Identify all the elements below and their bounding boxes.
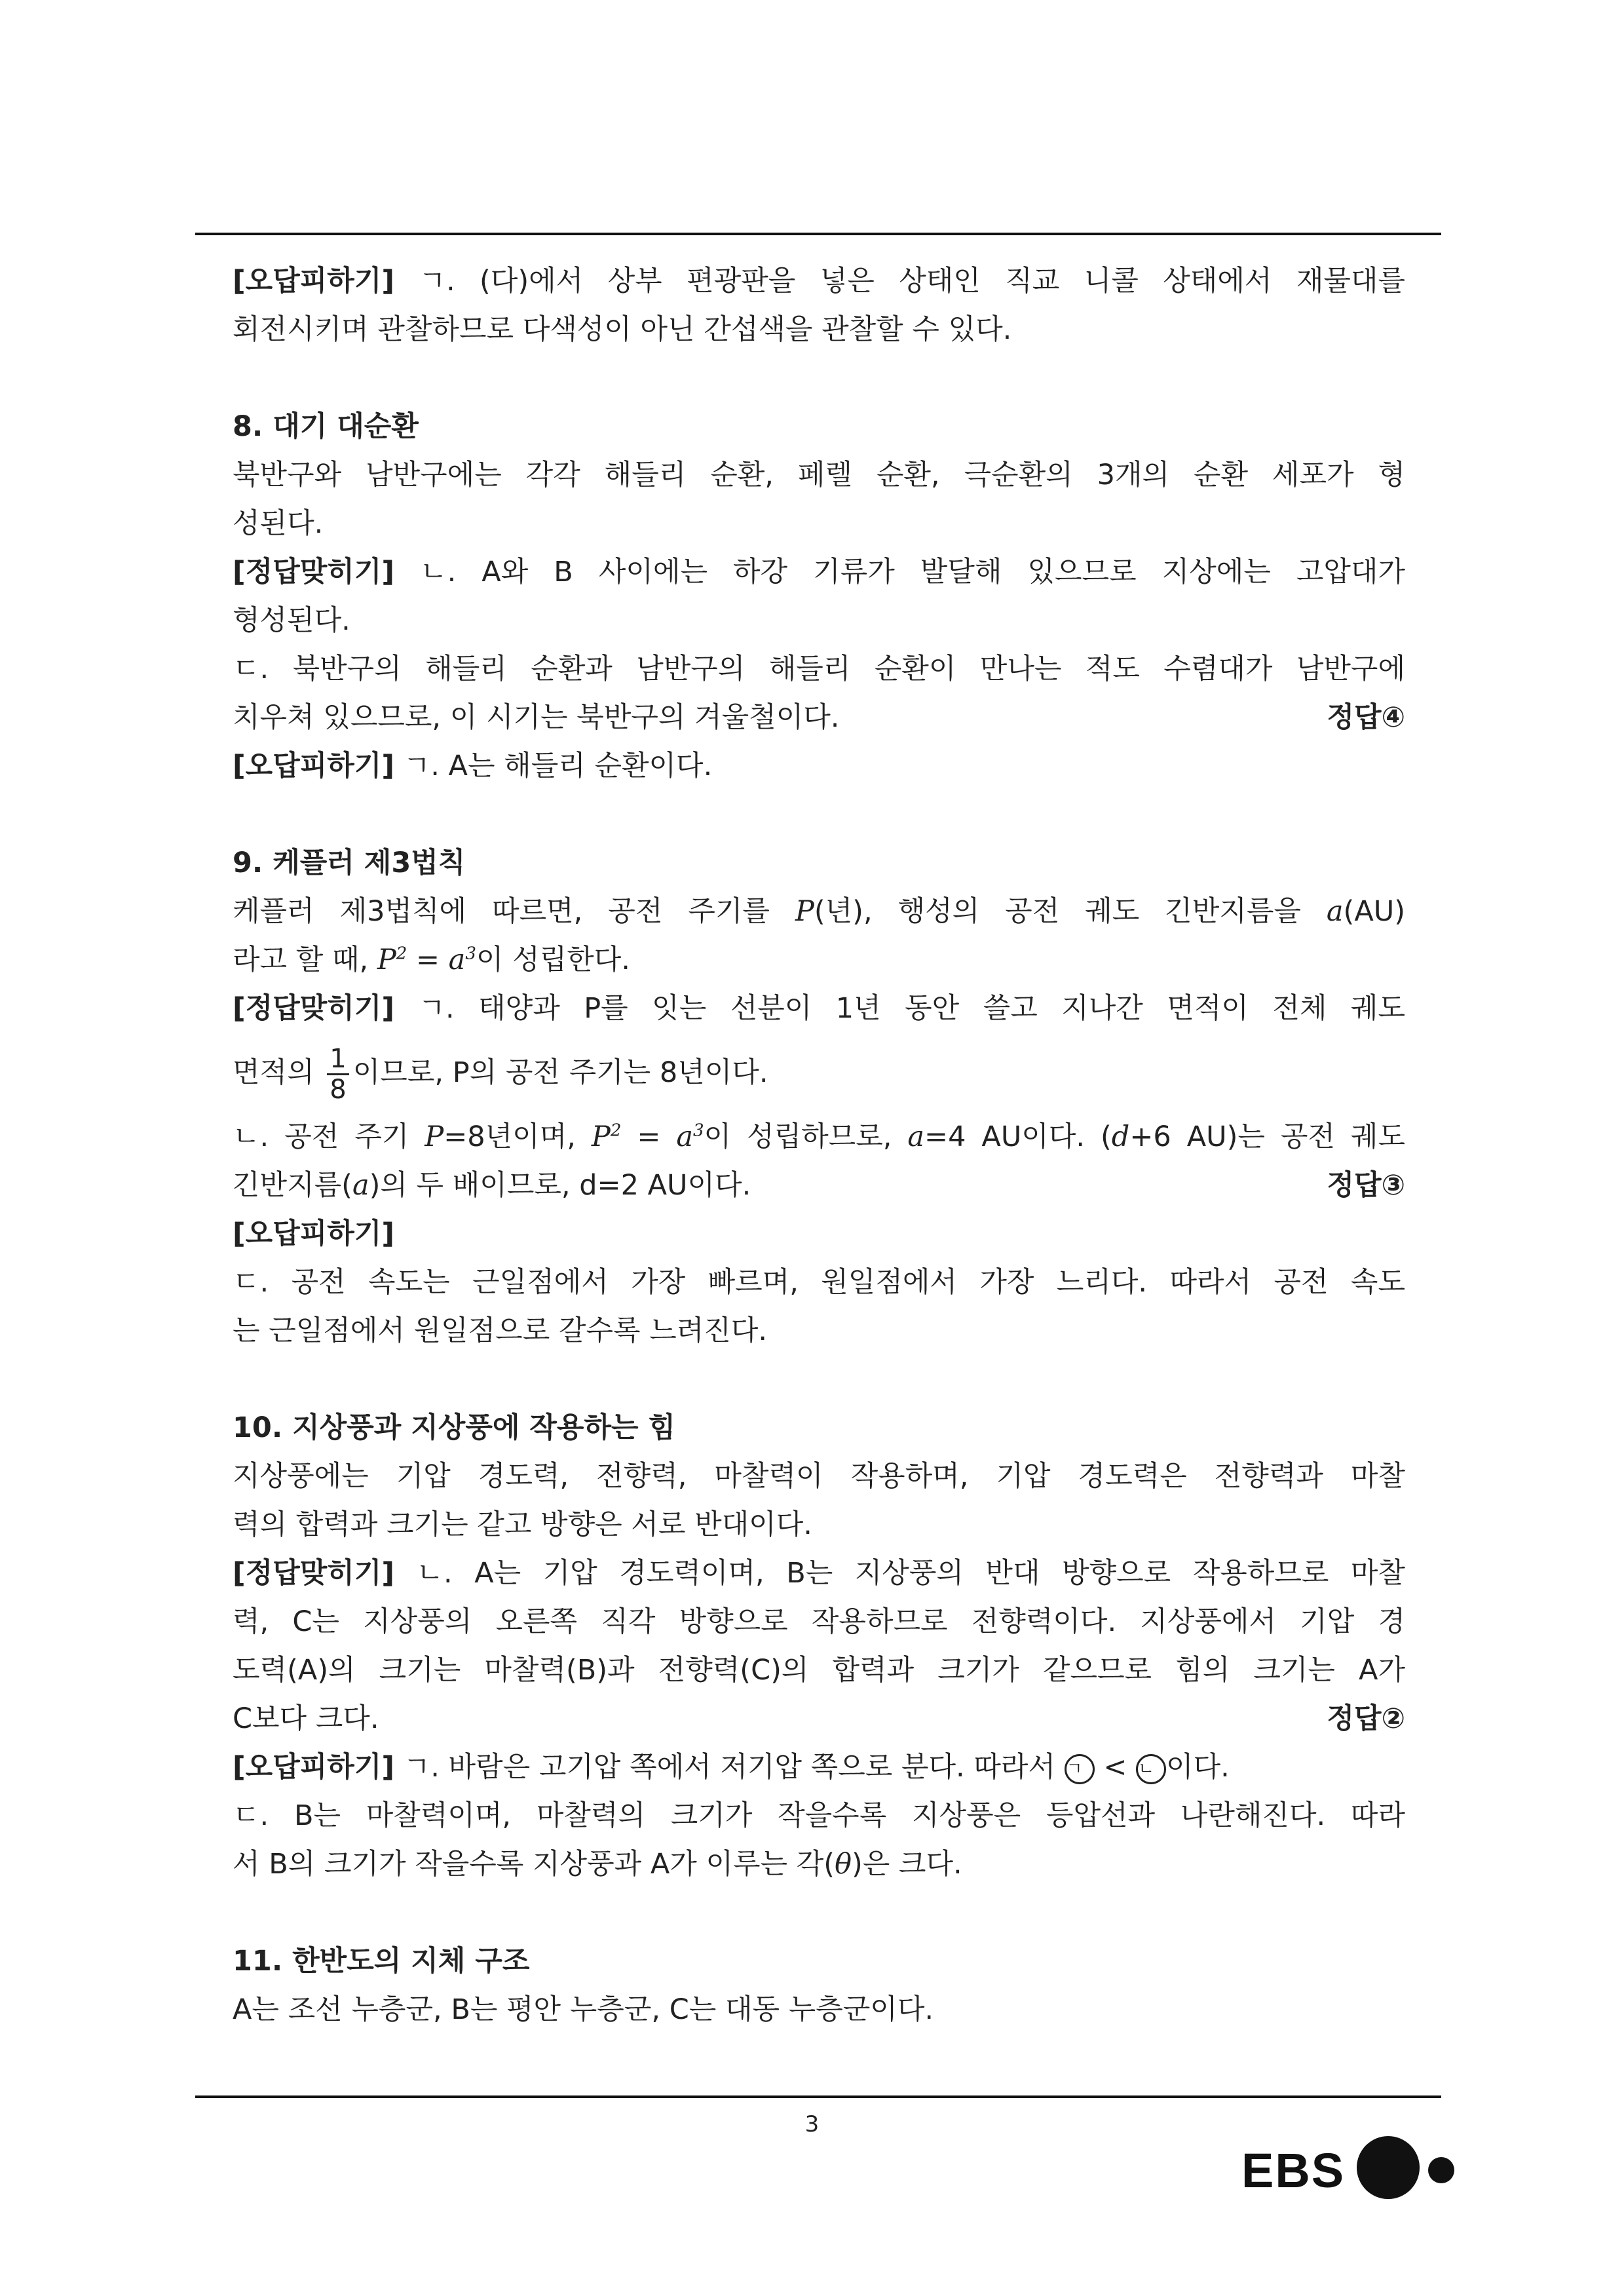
section-heading-11: 11. 한반도의 지체 구조 — [233, 1945, 530, 1978]
text-line: 면적의 $\frac{1}{8}$ 이므로, P의 공전 주기는 8년이다. — [233, 1044, 768, 1105]
text-line: 긴반지름(a)의 두 배이므로, d=2 AU이다. 정답③ — [233, 1161, 1405, 1210]
text-line: 서 B의 크기가 작을수록 지상풍과 A가 이루는 각(θ)은 크다. — [233, 1848, 962, 1881]
text-line: 회전시키며 관찰하므로 다색성이 아닌 간섭색을 관찰할 수 있다. — [233, 313, 1012, 346]
text-line: 형성된다. — [233, 604, 350, 637]
text-line: 력, C는 지상풍의 오른쪽 직각 방향으로 작용하므로 전향력이다. 지상풍에서 기압 경 — [233, 1605, 1405, 1638]
text-line: C보다 크다. 정답② — [233, 1694, 1405, 1743]
text-line: [오답피하기] ㄱ. A는 해들리 순환이다. — [233, 750, 713, 782]
text-line: 케플러 제3법칙에 따르면, 공전 주기를 P(년), 행성의 공전 궤도 긴반지름을 a(AU) — [233, 895, 1405, 928]
logo-small-dot-icon — [1428, 2157, 1454, 2183]
section-heading-8: 8. 대기 대순환 — [233, 410, 419, 443]
text-line: [오답피하기] ㄱ. (다)에서 상부 편광판을 넣은 상태인 직교 니콜 상태에서 재물대를 — [233, 265, 1405, 297]
document-body — [233, 257, 1405, 2034]
correct-answer-tag: [정답맞히기] — [233, 1557, 394, 1590]
ebs-logo-text: EBS — [1241, 2143, 1346, 2198]
text-line: 는 근일점에서 원일점으로 갈수록 느려진다. — [233, 1314, 768, 1347]
circled-nieun-symbol: ㄴ — [1136, 1754, 1166, 1784]
equation: $P^2 = a^3$ — [377, 944, 476, 976]
page-number: 3 — [804, 2111, 820, 2137]
circled-giyeok-symbol: ㄱ — [1065, 1754, 1095, 1784]
text-line: 력의 합력과 크기는 같고 방향은 서로 반대이다. — [233, 1508, 812, 1541]
text-line: ㄴ. 공전 주기 P=8년이며, $P^2 = a^3$이 성립하므로, a=4 AU이다. (d+6 AU)는 공전 궤도 — [233, 1120, 1405, 1153]
text-line: A는 조선 누층군, B는 평안 누층군, C는 대동 누층군이다. — [233, 1993, 934, 2026]
wrong-answer-tag: [오답피하기] — [233, 1217, 394, 1250]
text-line: ㄷ. 북반구의 해들리 순환과 남반구의 해들리 순환이 만나는 적도 수렴대가 남반구에 — [233, 653, 1405, 685]
section-heading-10: 10. 지상풍과 지상풍에 작용하는 힘 — [233, 1411, 676, 1444]
text-line: 치우쳐 있으므로, 이 시기는 북반구의 겨울철이다. 정답④ — [233, 693, 1405, 742]
wrong-answer-tag: [오답피하기] — [233, 265, 394, 297]
text-line: 북반구와 남반구에는 각각 해들리 순환, 페렐 순환, 극순환의 3개의 순환 세포가 형 — [233, 459, 1405, 491]
equation: $P^2 = a^3$ — [591, 1120, 704, 1153]
answer-label: 정답② — [1327, 1702, 1405, 1735]
text-line: 라고 할 때, $P^2 = a^3$이 성립한다. — [233, 944, 630, 976]
text-line: [정답맞히기] ㄴ. A는 기압 경도력이며, B는 지상풍의 반대 방향으로 작용하므로 마찰 — [233, 1557, 1405, 1590]
text-line: [정답맞히기] ㄱ. 태양과 P를 잇는 선분이 1년 동안 쓸고 지나간 면적이 전체 궤도 — [233, 992, 1405, 1025]
correct-answer-tag: [정답맞히기] — [233, 556, 394, 588]
fraction: $\frac{1}{8}$ — [327, 1044, 349, 1104]
answer-label: 정답③ — [1327, 1169, 1405, 1202]
section-heading-9: 9. 케플러 제3법칙 — [233, 847, 466, 879]
text-line: ㄷ. B는 마찰력이며, 마찰력의 크기가 작을수록 지상풍은 등압선과 나란해진다. 따라 — [233, 1799, 1405, 1832]
wrong-answer-tag: [오답피하기] — [233, 750, 394, 782]
text-line: 지상풍에는 기압 경도력, 전향력, 마찰력이 작용하며, 기압 경도력은 전향력과 마찰 — [233, 1460, 1405, 1493]
text-line: [정답맞히기] ㄴ. A와 B 사이에는 하강 기류가 발달해 있으므로 지상에는 고압대가 — [233, 556, 1405, 588]
bottom-rule — [195, 2095, 1441, 2098]
logo-large-dot-icon — [1357, 2136, 1420, 2199]
wrong-answer-tag: [오답피하기] — [233, 1751, 394, 1784]
text-line: 성된다. — [233, 507, 324, 540]
answer-label: 정답④ — [1327, 701, 1405, 734]
text-line: [오답피하기] ㄱ. 바람은 고기압 쪽에서 저기압 쪽으로 분다. 따라서 ㄱ < ㄴ 이다. — [233, 1751, 1230, 1784]
correct-answer-tag: [정답맞히기] — [233, 992, 394, 1025]
top-rule — [195, 233, 1441, 235]
text-line: ㄷ. 공전 속도는 근일점에서 가장 빠르며, 원일점에서 가장 느리다. 따라서 공전 속도 — [233, 1266, 1405, 1299]
text-line: 도력(A)의 크기는 마찰력(B)과 전향력(C)의 합력과 크기가 같으므로 힘의 크기는 A가 — [233, 1654, 1405, 1687]
